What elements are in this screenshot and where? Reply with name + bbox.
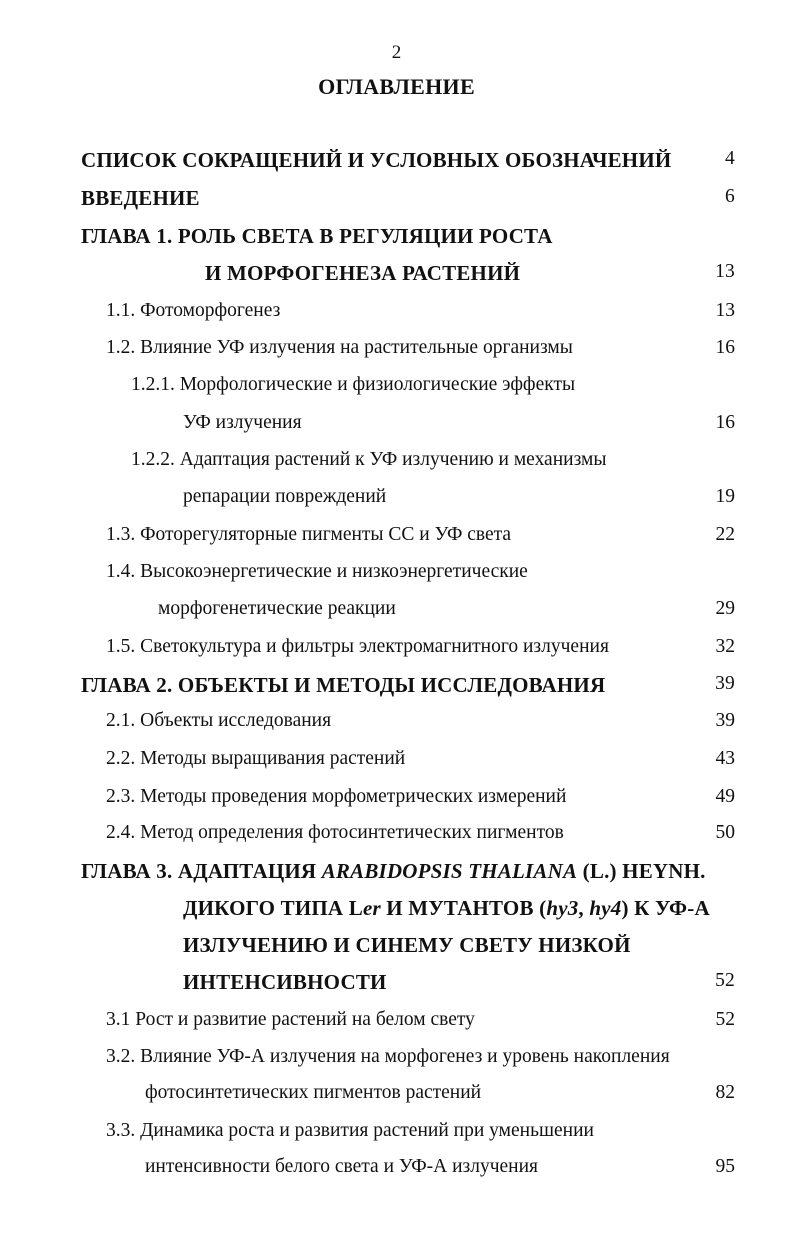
toc-entry-1-4 bbox=[0, 561, 793, 591]
toc-entry-page: 52 bbox=[715, 1009, 735, 1030]
toc-entry-1-5 bbox=[0, 636, 793, 666]
toc-entry-page: 50 bbox=[715, 822, 735, 843]
toc-entry-text: 1.4. Высокоэнергетические и низкоэнергетические bbox=[106, 561, 528, 582]
toc-entry-chapter-3-cont-2 bbox=[0, 933, 793, 963]
toc-entry-page: 4 bbox=[725, 148, 735, 169]
toc-entry-page: 49 bbox=[715, 786, 735, 807]
toc-title: ОГЛАВЛЕНИЕ bbox=[318, 74, 475, 99]
toc-entry-chapter-1-cont bbox=[0, 261, 793, 291]
toc-entry-text: 1.1. Фотоморфогенез bbox=[106, 300, 281, 321]
toc-entry-text: 3.3. Динамика роста и развития растений при уменьшении bbox=[106, 1120, 594, 1141]
toc-entry-1-2-2-cont bbox=[0, 486, 793, 516]
toc-entry-text: 2.3. Методы проведения морфометрических измерений bbox=[106, 786, 567, 807]
toc-entry-text: морфогенетические реакции bbox=[158, 598, 396, 619]
toc-entry-2-3 bbox=[0, 786, 793, 816]
toc-entry-text: 3.2. Влияние УФ-А излучения на морфогенез и уровень накопления bbox=[106, 1046, 670, 1067]
toc-entry-1-2 bbox=[0, 337, 793, 367]
toc-entry-text: ГЛАВА 3. АДАПТАЦИЯ ARABIDOPSIS THALIANA (L.) HEYNH. bbox=[81, 859, 706, 883]
toc-entry-1-1 bbox=[0, 300, 793, 330]
toc-entry-page: 43 bbox=[715, 748, 735, 769]
toc-entry-3-3 bbox=[0, 1120, 793, 1150]
toc-entry-page: 95 bbox=[715, 1156, 735, 1177]
toc-entry-page: 6 bbox=[725, 186, 735, 207]
toc-entry-text: И МОРФОГЕНЕЗА РАСТЕНИЙ bbox=[205, 261, 521, 285]
page-number: 2 bbox=[391, 42, 402, 63]
toc-entry-1-2-1 bbox=[0, 374, 793, 404]
toc-entry-text: 1.5. Светокультура и фильтры электромагнитного излучения bbox=[106, 636, 609, 657]
toc-entry-text: 1.2. Влияние УФ излучения на растительные организмы bbox=[106, 337, 573, 358]
toc-entry-page: 39 bbox=[715, 710, 735, 731]
toc-entry-2-2 bbox=[0, 748, 793, 778]
toc-entry-text: 1.2.2. Адаптация растений к УФ излучению и механизмы bbox=[131, 449, 607, 470]
toc-entry-chapter-3-cont-1 bbox=[0, 896, 793, 926]
toc-entry-page: 16 bbox=[715, 337, 735, 358]
toc-entry-1-2-1-cont bbox=[0, 412, 793, 442]
toc-entry-text: ГЛАВА 1. РОЛЬ СВЕТА В РЕГУЛЯЦИИ РОСТА bbox=[81, 224, 553, 248]
toc-entry-1-3 bbox=[0, 524, 793, 554]
toc-entry-3-2 bbox=[0, 1046, 793, 1076]
toc-entry-text: фотосинтетических пигментов растений bbox=[145, 1082, 482, 1103]
toc-entry-2-4 bbox=[0, 822, 793, 852]
toc-entry-text: ГЛАВА 2. ОБЪЕКТЫ И МЕТОДЫ ИССЛЕДОВАНИЯ bbox=[81, 673, 606, 697]
toc-entry-text: ВВЕДЕНИЕ bbox=[81, 186, 200, 210]
toc-entry-text: интенсивности белого света и УФ-А излучения bbox=[145, 1156, 539, 1177]
toc-entry-introduction bbox=[0, 186, 793, 216]
toc-entry-2-1 bbox=[0, 710, 793, 740]
toc-entry-text: УФ излучения bbox=[183, 412, 302, 433]
toc-entry-page: 82 bbox=[715, 1082, 735, 1103]
toc-entry-text: ДИКОГО ТИПА Ler И МУТАНТОВ (hy3, hy4) К УФ-А bbox=[183, 896, 710, 920]
toc-entry-1-2-2 bbox=[0, 449, 793, 479]
toc-entry-chapter-1 bbox=[0, 224, 793, 254]
toc-entry-3-1 bbox=[0, 1009, 793, 1039]
toc-entry-text: ИЗЛУЧЕНИЮ И СИНЕМУ СВЕТУ НИЗКОЙ bbox=[183, 933, 631, 957]
toc-entry-text: СПИСОК СОКРАЩЕНИЙ И УСЛОВНЫХ ОБОЗНАЧЕНИЙ bbox=[81, 148, 672, 172]
toc-entry-chapter-3-cont-3 bbox=[0, 970, 793, 1000]
toc-entry-page: 13 bbox=[715, 300, 735, 321]
toc-entry-page: 16 bbox=[715, 412, 735, 433]
toc-entry-text: ИНТЕНСИВНОСТИ bbox=[183, 970, 387, 994]
toc-entry-text: 2.1. Объекты исследования bbox=[106, 710, 332, 731]
toc-entry-page: 13 bbox=[715, 261, 735, 282]
toc-entry-page: 39 bbox=[715, 673, 735, 694]
toc-entry-text: 1.2.1. Морфологические и физиологические эффекты bbox=[131, 374, 576, 395]
toc-entry-page: 32 bbox=[715, 636, 735, 657]
toc-entry-text: 3.1 Рост и развитие растений на белом свету bbox=[106, 1009, 475, 1030]
toc-entry-page: 22 bbox=[715, 524, 735, 545]
toc-entry-3-3-cont bbox=[0, 1156, 793, 1186]
toc-entry-1-4-cont bbox=[0, 598, 793, 628]
toc-entry-page: 52 bbox=[715, 970, 735, 991]
toc-entry-chapter-2 bbox=[0, 673, 793, 703]
toc-entry-chapter-3 bbox=[0, 859, 793, 889]
toc-entry-text: репарации повреждений bbox=[183, 486, 387, 507]
toc-entry-3-2-cont bbox=[0, 1082, 793, 1112]
toc-entry-page: 19 bbox=[715, 486, 735, 507]
toc-entry-page: 29 bbox=[715, 598, 735, 619]
toc-entry-text: 1.3. Фоторегуляторные пигменты СС и УФ света bbox=[106, 524, 512, 545]
toc-entry-abbreviations bbox=[0, 148, 793, 178]
toc-entry-text: 2.2. Методы выращивания растений bbox=[106, 748, 406, 769]
toc-entry-text: 2.4. Метод определения фотосинтетических пигментов bbox=[106, 822, 564, 843]
